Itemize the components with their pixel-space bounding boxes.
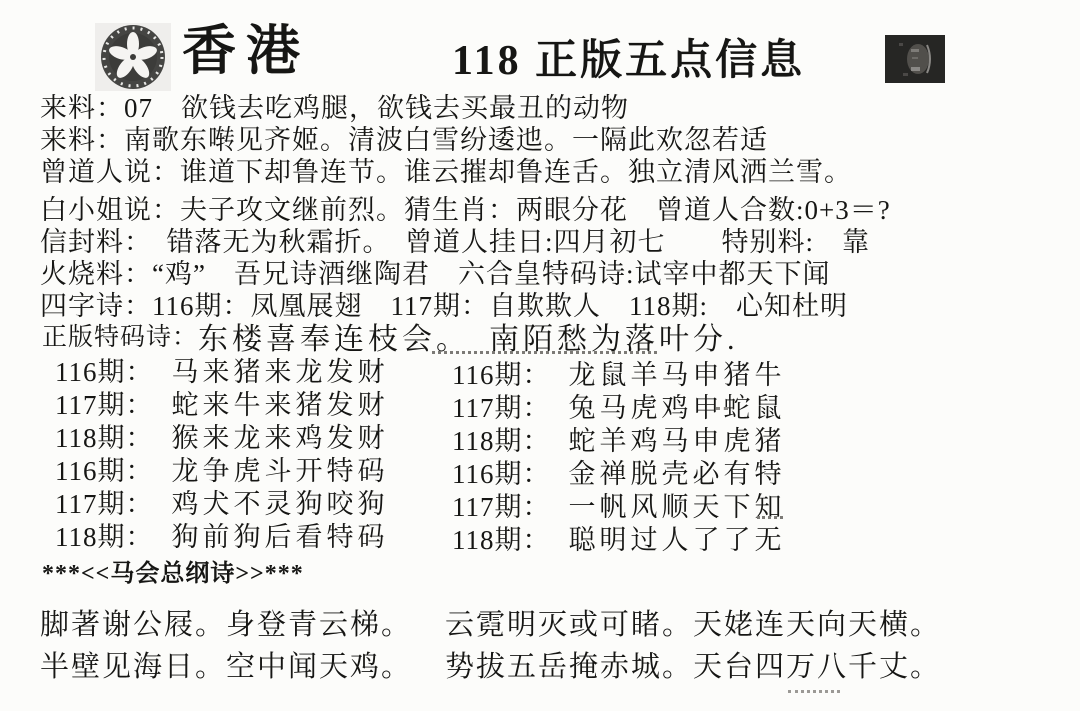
poem-block: [40, 604, 1050, 688]
period-label: 117期：: [452, 393, 551, 423]
poem-phrase: 势拔五岳掩赤城。天台四万八千丈。: [445, 651, 942, 683]
period-label: 116期：: [452, 459, 551, 489]
forecast-row: [55, 356, 389, 389]
forecast-row: [452, 458, 786, 491]
period-label: 118期：: [55, 522, 154, 552]
period-label: 116期：: [55, 456, 154, 486]
poem-phrase: 云霓明灭或可睹。天姥连天向天横。: [445, 609, 942, 641]
forecast-text: 狗前狗后看特码: [171, 522, 389, 552]
period-label: 118期：: [55, 423, 154, 453]
poem-row: [40, 646, 1050, 688]
poem-phrase: 半壁见海日。空中闻天鸡。: [40, 651, 413, 683]
forecast-row: [452, 359, 786, 392]
forecast-text: 金禅脱壳必有特: [568, 459, 786, 489]
forecast-row: [55, 389, 389, 422]
forecast-row: [452, 392, 786, 425]
forecast-row: [452, 524, 786, 557]
poem-phrase: 脚著谢公屐。身登青云梯。: [40, 609, 413, 641]
forecast-text: 龙鼠羊马申猪牛: [568, 360, 786, 390]
region-title: 香港: [182, 21, 310, 81]
forecast-text: 猴来龙来鸡发财: [171, 423, 389, 453]
info-line: 曾道人说：谁道下却鲁连节。谁云摧却鲁连舌。独立清风洒兰雪。: [40, 157, 852, 187]
info-line: 白小姐说：夫子攻文继前烈。猜生肖：两眼分花 曾道人合数:0+3＝?: [40, 195, 891, 225]
issue-title: 118 正版五点信息: [452, 38, 806, 84]
info-line: 来料：南歌东啭见齐姬。清波白雪纷逶迆。一隔此欢忽若适: [40, 125, 768, 155]
info-line: 来料：07 欲钱去吃鸡腿，欲钱去买最丑的动物: [40, 93, 629, 123]
scan-artifact: [716, 407, 728, 410]
forecast-row: [55, 422, 389, 455]
forecast-left-column: [55, 356, 389, 554]
scan-artifact: [757, 516, 783, 519]
info-line: 信封料： 错落无为秋霜折。 曾道人挂日:四月初七 特别料: 靠: [40, 227, 871, 257]
forecast-text: 一帆风顺天下知: [568, 492, 786, 522]
forecast-text: 聪明过人了了无: [568, 525, 786, 555]
period-label: 117期：: [55, 390, 154, 420]
forecast-row: [452, 491, 786, 524]
forecast-row: [452, 425, 786, 458]
period-label: 116期：: [55, 357, 154, 387]
scan-artifact: [432, 351, 657, 354]
info-line: 四字诗：116期：凤凰展翅 117期：自欺欺人 118期: 心知杜明: [40, 291, 848, 321]
portrait-stamp-icon: [885, 35, 945, 83]
forecast-row: [55, 488, 389, 521]
period-label: 118期：: [452, 525, 551, 555]
period-label: 118期：: [452, 426, 551, 456]
forecast-text: 蛇羊鸡马申虎猪: [568, 426, 786, 456]
forecast-row: [55, 455, 389, 488]
scan-artifact: [788, 690, 840, 693]
special-verse-label: 正版特码诗：: [42, 324, 199, 351]
special-verse-text: 东楼喜奉连枝会。 南陌愁为落叶分.: [198, 323, 739, 356]
period-label: 117期：: [55, 489, 154, 519]
forecast-text: 马来猪来龙发财: [171, 357, 389, 387]
poem-row: [40, 604, 1050, 646]
summary-header: ***<<马会总纲诗>>***: [42, 561, 304, 587]
forecast-right-column: [452, 359, 786, 557]
forecast-text: 鸡犬不灵狗咬狗: [171, 489, 389, 519]
period-label: 117期：: [452, 492, 551, 522]
period-label: 116期：: [452, 360, 551, 390]
hk-flag-emblem-icon: [94, 22, 172, 92]
forecast-text: 龙争虎斗开特码: [171, 456, 389, 486]
info-lines-block: [40, 92, 1050, 322]
info-line: 火烧料：“鸡” 吾兄诗酒继陶君 六合皇特码诗:试宰中都天下闻: [40, 259, 831, 289]
forecast-text: 蛇来牛来猪发财: [171, 390, 389, 420]
forecast-text: 兔马虎鸡申蛇鼠: [568, 393, 786, 423]
forecast-row: [55, 521, 389, 554]
